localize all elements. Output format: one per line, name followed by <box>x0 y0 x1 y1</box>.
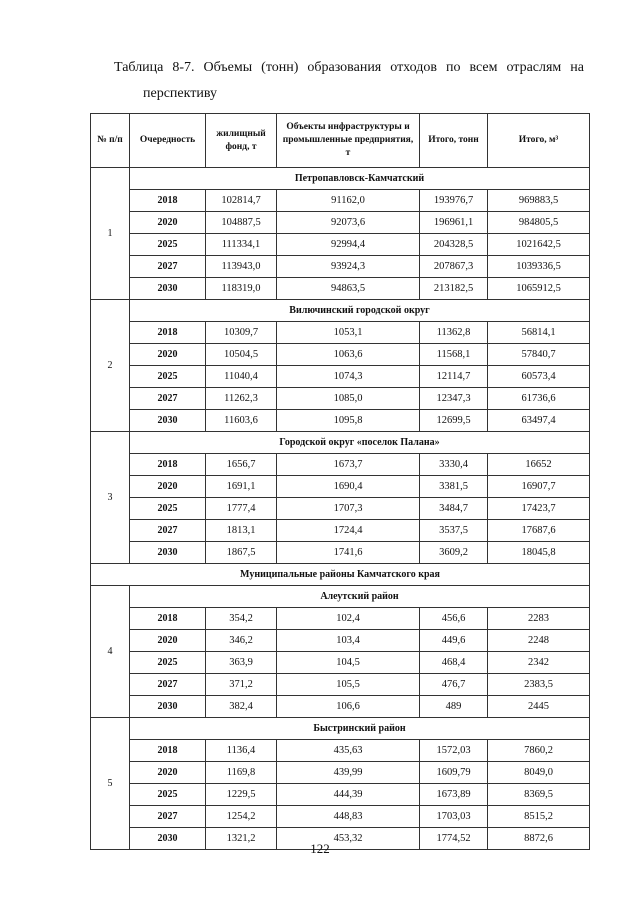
housing-cell: 1656,7 <box>206 454 277 476</box>
housing-cell: 1691,1 <box>206 476 277 498</box>
total-m3-cell: 969883,5 <box>488 190 590 212</box>
section-number: 5 <box>91 718 130 850</box>
year-cell: 2020 <box>130 344 206 366</box>
total-m3-cell: 1065912,5 <box>488 278 590 300</box>
total-m3-cell: 1021642,5 <box>488 234 590 256</box>
total-tons-cell: 11568,1 <box>420 344 488 366</box>
section-title-row <box>91 300 590 322</box>
infrastructure-cell: 1085,0 <box>277 388 420 410</box>
housing-cell: 118319,0 <box>206 278 277 300</box>
total-tons-cell: 476,7 <box>420 674 488 696</box>
total-tons-cell: 468,4 <box>420 652 488 674</box>
infrastructure-cell: 435,63 <box>277 740 420 762</box>
table-row <box>91 630 590 652</box>
housing-cell: 1254,2 <box>206 806 277 828</box>
section-title: Быстринский район <box>130 718 590 740</box>
housing-cell: 1169,8 <box>206 762 277 784</box>
year-cell: 2018 <box>130 322 206 344</box>
infrastructure-cell: 92994,4 <box>277 234 420 256</box>
infrastructure-cell: 444,39 <box>277 784 420 806</box>
table-row <box>91 388 590 410</box>
section-title: Городской округ «поселок Палана» <box>130 432 590 454</box>
total-m3-cell: 63497,4 <box>488 410 590 432</box>
table-header-row <box>91 114 590 168</box>
housing-cell: 1321,2 <box>206 828 277 850</box>
total-tons-cell: 193976,7 <box>420 190 488 212</box>
total-tons-cell: 1609,79 <box>420 762 488 784</box>
table-row <box>91 322 590 344</box>
total-m3-cell: 60573,4 <box>488 366 590 388</box>
table-row <box>91 762 590 784</box>
infrastructure-cell: 103,4 <box>277 630 420 652</box>
table-row <box>91 740 590 762</box>
total-m3-cell: 56814,1 <box>488 322 590 344</box>
table-row <box>91 608 590 630</box>
total-tons-cell: 207867,3 <box>420 256 488 278</box>
total-tons-cell: 204328,5 <box>420 234 488 256</box>
table-row <box>91 366 590 388</box>
infrastructure-cell: 1053,1 <box>277 322 420 344</box>
table-row <box>91 784 590 806</box>
housing-cell: 1777,4 <box>206 498 277 520</box>
section-number: 1 <box>91 168 130 300</box>
infrastructure-cell: 1741,6 <box>277 542 420 564</box>
caption-line-2: перспективу <box>143 86 217 101</box>
total-m3-cell: 2342 <box>488 652 590 674</box>
total-m3-cell: 1039336,5 <box>488 256 590 278</box>
total-tons-cell: 12114,7 <box>420 366 488 388</box>
section-number: 3 <box>91 432 130 564</box>
section-title-row <box>91 168 590 190</box>
total-tons-cell: 12347,3 <box>420 388 488 410</box>
total-tons-cell: 3330,4 <box>420 454 488 476</box>
housing-cell: 1867,5 <box>206 542 277 564</box>
table-row <box>91 674 590 696</box>
section-title-row <box>91 718 590 740</box>
infrastructure-cell: 1063,6 <box>277 344 420 366</box>
infrastructure-cell: 1724,4 <box>277 520 420 542</box>
table-row <box>91 344 590 366</box>
year-cell: 2027 <box>130 806 206 828</box>
year-cell: 2025 <box>130 366 206 388</box>
total-tons-cell: 3381,5 <box>420 476 488 498</box>
waste-volume-table <box>90 113 590 850</box>
header-stage: Очередность <box>130 114 206 168</box>
housing-cell: 11040,4 <box>206 366 277 388</box>
total-tons-cell: 489 <box>420 696 488 718</box>
housing-cell: 11603,6 <box>206 410 277 432</box>
housing-cell: 11262,3 <box>206 388 277 410</box>
housing-cell: 382,4 <box>206 696 277 718</box>
housing-cell: 102814,7 <box>206 190 277 212</box>
year-cell: 2018 <box>130 740 206 762</box>
infrastructure-cell: 1074,3 <box>277 366 420 388</box>
table-row <box>91 190 590 212</box>
year-cell: 2027 <box>130 388 206 410</box>
total-m3-cell: 17423,7 <box>488 498 590 520</box>
total-m3-cell: 2445 <box>488 696 590 718</box>
housing-cell: 1813,1 <box>206 520 277 542</box>
year-cell: 2027 <box>130 674 206 696</box>
infrastructure-cell: 448,83 <box>277 806 420 828</box>
year-cell: 2030 <box>130 542 206 564</box>
table-row <box>91 652 590 674</box>
year-cell: 2020 <box>130 212 206 234</box>
total-tons-cell: 1673,89 <box>420 784 488 806</box>
housing-cell: 111334,1 <box>206 234 277 256</box>
year-cell: 2020 <box>130 762 206 784</box>
total-m3-cell: 2248 <box>488 630 590 652</box>
infrastructure-cell: 92073,6 <box>277 212 420 234</box>
table-row <box>91 476 590 498</box>
table-row <box>91 256 590 278</box>
section-title: Алеутский район <box>130 586 590 608</box>
year-cell: 2018 <box>130 190 206 212</box>
total-m3-cell: 17687,6 <box>488 520 590 542</box>
year-cell: 2020 <box>130 476 206 498</box>
housing-cell: 1136,4 <box>206 740 277 762</box>
year-cell: 2030 <box>130 410 206 432</box>
total-m3-cell: 18045,8 <box>488 542 590 564</box>
year-cell: 2027 <box>130 256 206 278</box>
year-cell: 2025 <box>130 784 206 806</box>
table-row <box>91 806 590 828</box>
infrastructure-cell: 106,6 <box>277 696 420 718</box>
housing-cell: 10309,7 <box>206 322 277 344</box>
table-row <box>91 234 590 256</box>
table-row <box>91 212 590 234</box>
group-heading-row <box>91 564 590 586</box>
section-title: Вилючинский городской округ <box>130 300 590 322</box>
section-title-row <box>91 586 590 608</box>
housing-cell: 1229,5 <box>206 784 277 806</box>
housing-cell: 354,2 <box>206 608 277 630</box>
housing-cell: 363,9 <box>206 652 277 674</box>
total-tons-cell: 11362,8 <box>420 322 488 344</box>
infrastructure-cell: 439,99 <box>277 762 420 784</box>
year-cell: 2030 <box>130 828 206 850</box>
header-housing: жилищный фонд, т <box>206 114 277 168</box>
total-m3-cell: 8872,6 <box>488 828 590 850</box>
total-m3-cell: 2383,5 <box>488 674 590 696</box>
housing-cell: 104887,5 <box>206 212 277 234</box>
infrastructure-cell: 1673,7 <box>277 454 420 476</box>
section-title: Петропавловск-Камчатский <box>130 168 590 190</box>
total-tons-cell: 3609,2 <box>420 542 488 564</box>
header-infrastructure: Объекты инфраструктуры и промышленные предприятия, т <box>277 114 420 168</box>
total-tons-cell: 1703,03 <box>420 806 488 828</box>
total-tons-cell: 1774,52 <box>420 828 488 850</box>
caption-line-1: Таблица 8-7. Объемы (тонн) образования отходов по всем отраслям на <box>114 60 584 75</box>
header-total-tons: Итого, тонн <box>420 114 488 168</box>
year-cell: 2030 <box>130 278 206 300</box>
infrastructure-cell: 1095,8 <box>277 410 420 432</box>
housing-cell: 346,2 <box>206 630 277 652</box>
total-m3-cell: 8369,5 <box>488 784 590 806</box>
year-cell: 2018 <box>130 608 206 630</box>
infrastructure-cell: 1707,3 <box>277 498 420 520</box>
table-row <box>91 520 590 542</box>
total-tons-cell: 3537,5 <box>420 520 488 542</box>
year-cell: 2018 <box>130 454 206 476</box>
header-number: № п/п <box>91 114 130 168</box>
infrastructure-cell: 102,4 <box>277 608 420 630</box>
infrastructure-cell: 104,5 <box>277 652 420 674</box>
total-tons-cell: 456,6 <box>420 608 488 630</box>
total-m3-cell: 7860,2 <box>488 740 590 762</box>
total-m3-cell: 57840,7 <box>488 344 590 366</box>
infrastructure-cell: 453,32 <box>277 828 420 850</box>
year-cell: 2020 <box>130 630 206 652</box>
total-tons-cell: 1572,03 <box>420 740 488 762</box>
infrastructure-cell: 105,5 <box>277 674 420 696</box>
infrastructure-cell: 94863,5 <box>277 278 420 300</box>
section-number: 2 <box>91 300 130 432</box>
infrastructure-cell: 91162,0 <box>277 190 420 212</box>
table-row <box>91 278 590 300</box>
total-m3-cell: 61736,6 <box>488 388 590 410</box>
housing-cell: 10504,5 <box>206 344 277 366</box>
year-cell: 2030 <box>130 696 206 718</box>
year-cell: 2025 <box>130 652 206 674</box>
table-caption <box>114 58 584 104</box>
housing-cell: 113943,0 <box>206 256 277 278</box>
header-total-m3: Итого, м³ <box>488 114 590 168</box>
section-number: 4 <box>91 586 130 718</box>
total-m3-cell: 984805,5 <box>488 212 590 234</box>
total-tons-cell: 196961,1 <box>420 212 488 234</box>
table-row <box>91 542 590 564</box>
table-row <box>91 498 590 520</box>
table-row <box>91 410 590 432</box>
total-tons-cell: 3484,7 <box>420 498 488 520</box>
total-m3-cell: 16652 <box>488 454 590 476</box>
total-tons-cell: 449,6 <box>420 630 488 652</box>
page-number: 122 <box>310 841 330 856</box>
total-tons-cell: 213182,5 <box>420 278 488 300</box>
table-row <box>91 454 590 476</box>
year-cell: 2025 <box>130 234 206 256</box>
total-m3-cell: 16907,7 <box>488 476 590 498</box>
section-title-row <box>91 432 590 454</box>
infrastructure-cell: 93924,3 <box>277 256 420 278</box>
housing-cell: 371,2 <box>206 674 277 696</box>
table-row <box>91 696 590 718</box>
year-cell: 2025 <box>130 498 206 520</box>
group-heading: Муниципальные районы Камчатского края <box>91 564 590 586</box>
total-m3-cell: 8049,0 <box>488 762 590 784</box>
total-tons-cell: 12699,5 <box>420 410 488 432</box>
year-cell: 2027 <box>130 520 206 542</box>
total-m3-cell: 8515,2 <box>488 806 590 828</box>
infrastructure-cell: 1690,4 <box>277 476 420 498</box>
total-m3-cell: 2283 <box>488 608 590 630</box>
